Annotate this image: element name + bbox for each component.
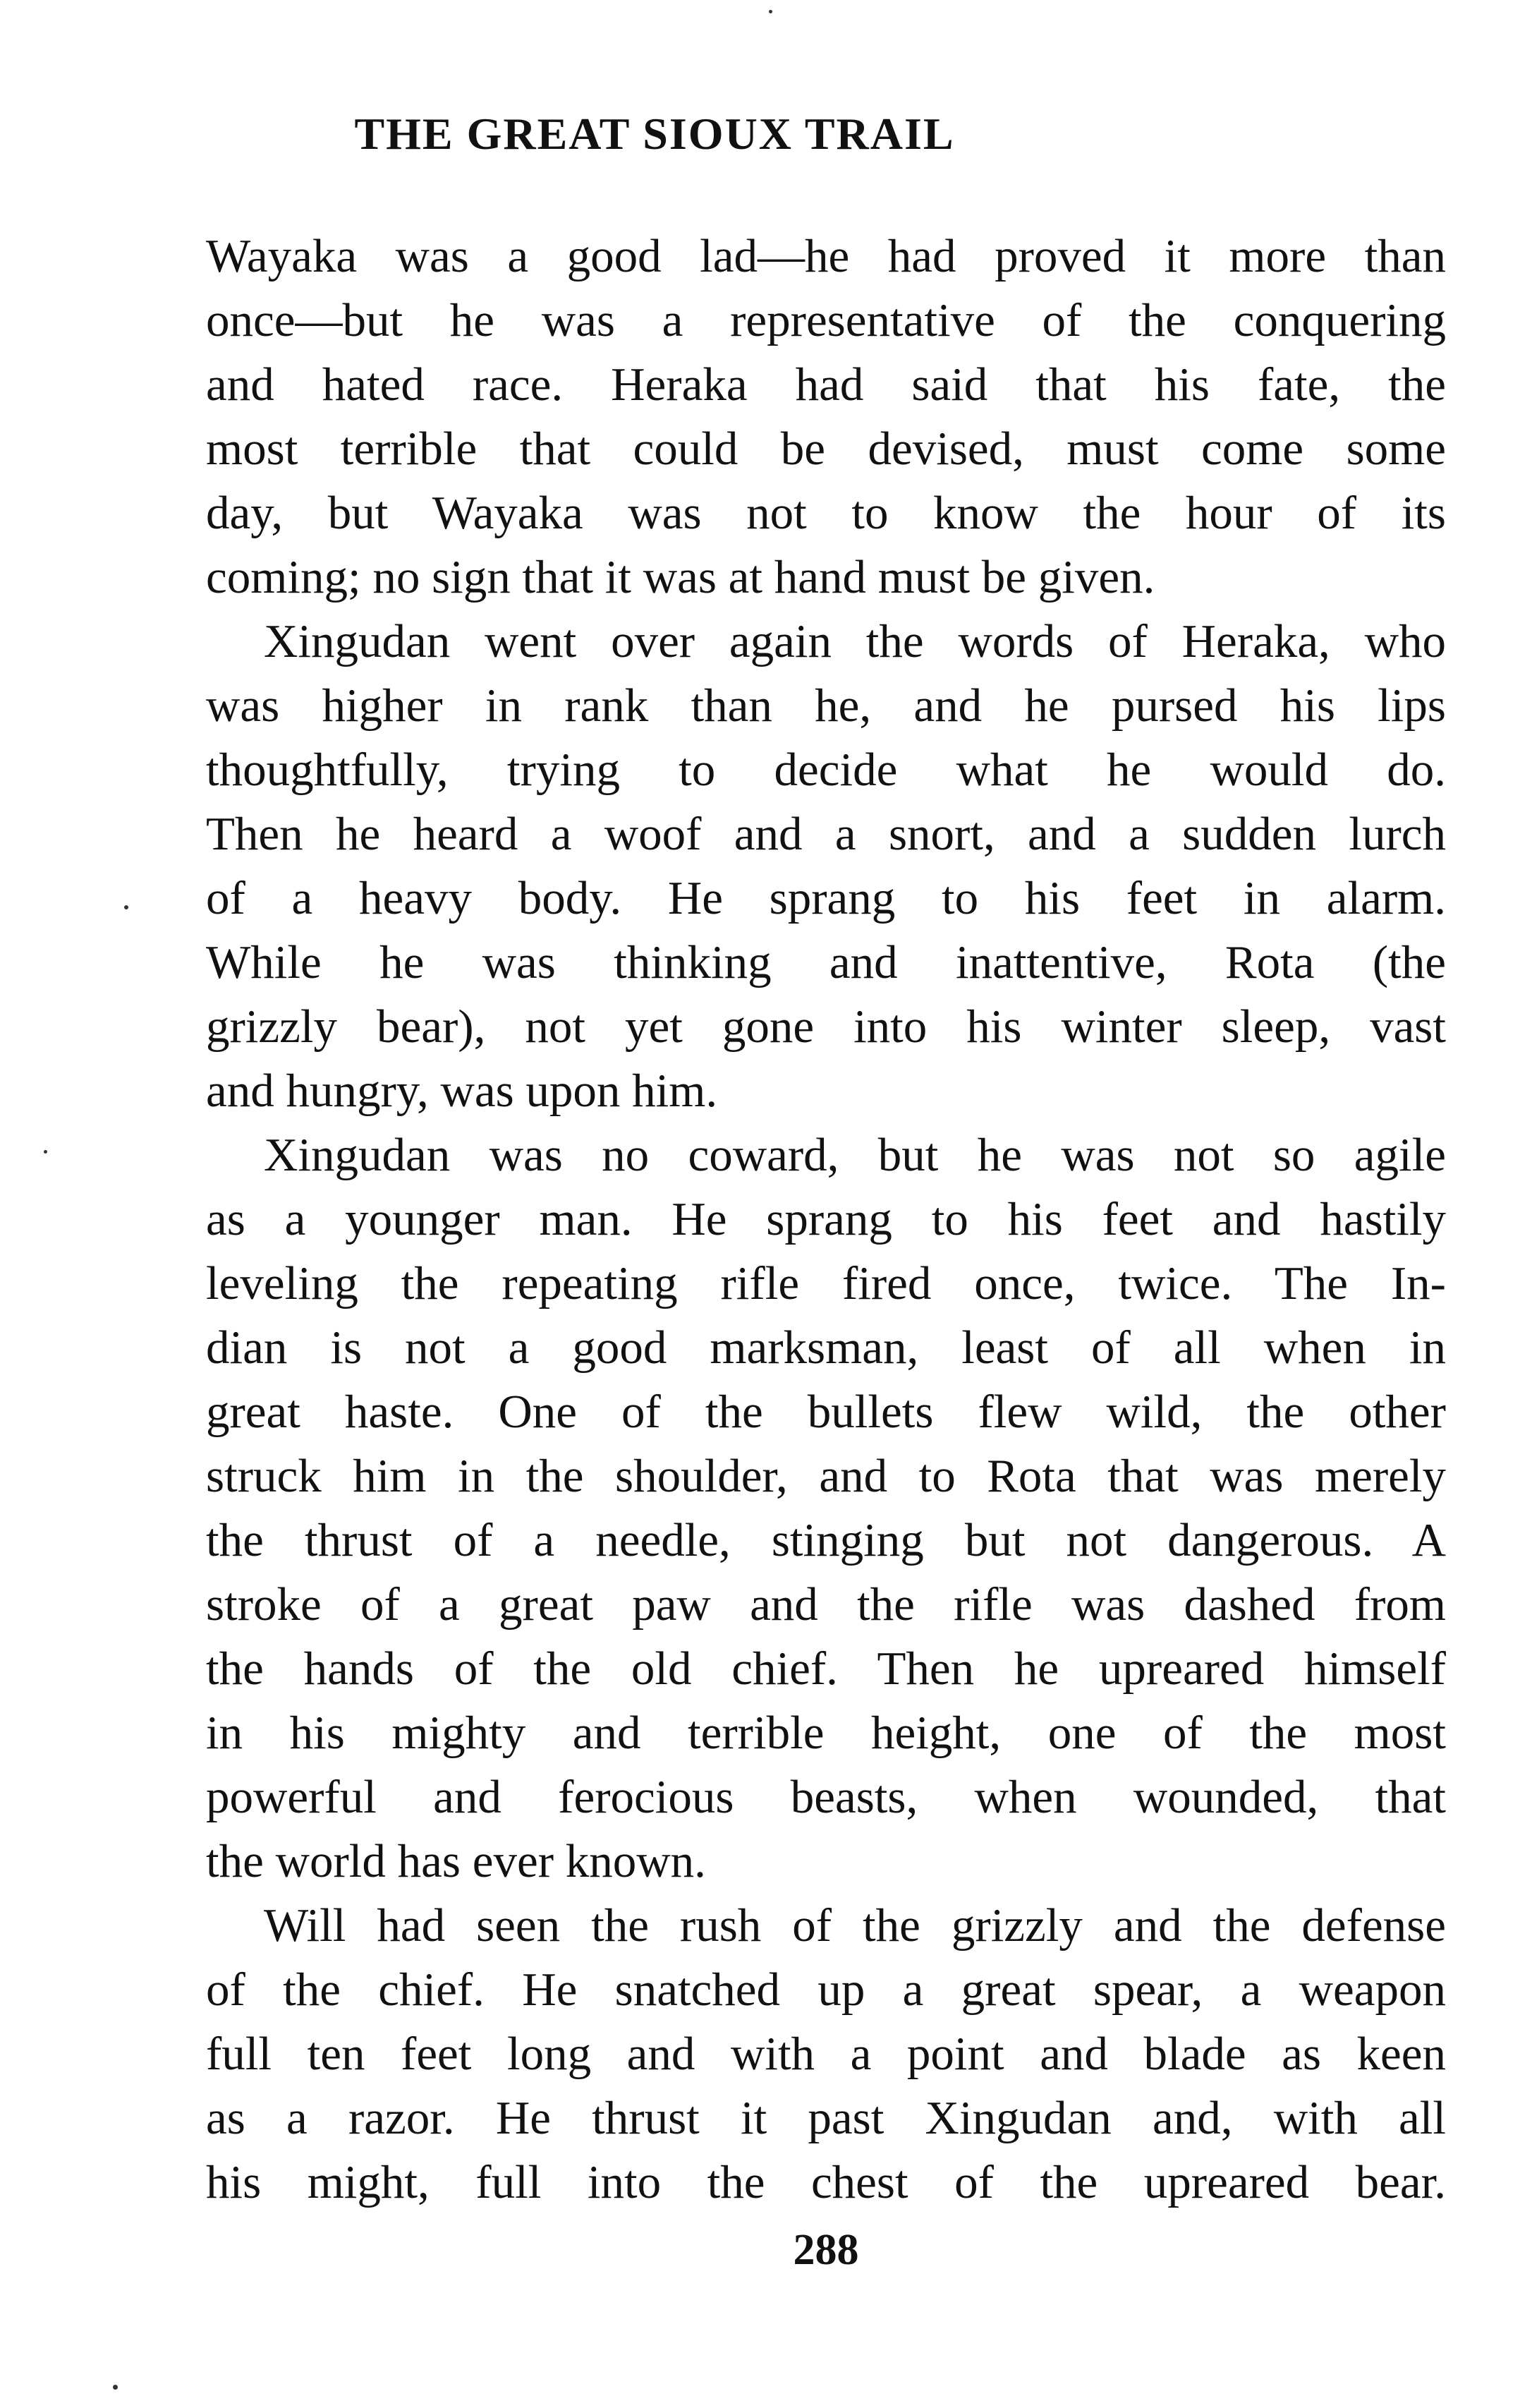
text-line: as a younger man. He sprang to his feet and hastily — [206, 1193, 1446, 1245]
text-line: powerful and ferocious beasts, when wounded, that — [206, 1771, 1446, 1823]
text-line: full ten feet long and with a point and blade as keen — [206, 2028, 1446, 2080]
text-line: his might, full into the chest of the upreared bear. — [206, 2156, 1446, 2208]
text-line: and hated race. Heraka had said that his fate, the — [206, 358, 1446, 411]
text-line: once—but he was a representative of the conquering — [206, 294, 1446, 346]
text-line: and hungry, was upon him. — [206, 1065, 718, 1117]
paragraph — [206, 1894, 1446, 2215]
text-line: Xingudan was no coward, but he was not so agile — [264, 1129, 1446, 1181]
text-line: the world has ever known. — [206, 1835, 706, 1887]
text-line: was higher in rank than he, and he pursed his lips — [206, 679, 1446, 732]
text-line: grizzly bear), not yet gone into his winter sleep, vast — [206, 1000, 1446, 1053]
paragraph — [206, 610, 1446, 1123]
text-line: Will had seen the rush of the grizzly and the defense — [264, 1899, 1446, 1952]
text-line: coming; no sign that it was at hand must be given. — [206, 551, 1155, 603]
text-line: Xingudan went over again the words of Heraka, who — [264, 615, 1446, 667]
text-line: struck him in the shoulder, and to Rota that was merely — [206, 1450, 1446, 1502]
print-speck — [44, 1150, 47, 1154]
print-speck — [769, 10, 772, 13]
text-line: stroke of a great paw and the rifle was dashed from — [206, 1578, 1446, 1630]
text-line: the hands of the old chief. Then he upreared himself — [206, 1642, 1446, 1695]
text-line: leveling the repeating rifle fired once, twice. The In- — [206, 1257, 1446, 1309]
text-line: great haste. One of the bullets flew wild, the other — [206, 1386, 1446, 1438]
paragraph — [206, 224, 1446, 610]
text-line: of the chief. He snatched up a great spear, a weapon — [206, 1964, 1446, 2016]
text-line: Then he heard a woof and a snort, and a sudden lurch — [206, 808, 1446, 860]
text-line: in his mighty and terrible height, one of the most — [206, 1707, 1446, 1759]
page-number: 288 — [793, 2226, 859, 2274]
text-line: Wayaka was a good lad—he had proved it more than — [206, 230, 1446, 282]
paragraph — [206, 1123, 1446, 1894]
print-speck — [124, 905, 128, 909]
text-line: of a heavy body. He sprang to his feet in alarm. — [206, 872, 1446, 924]
running-head: THE GREAT SIOUX TRAIL — [354, 109, 955, 159]
print-speck — [113, 2385, 118, 2390]
text-line: most terrible that could be devised, must come some — [206, 423, 1446, 475]
body-text — [206, 224, 1446, 2215]
text-line: thoughtfully, trying to decide what he would do. — [206, 744, 1446, 796]
text-line: While he was thinking and inattentive, Rota (the — [206, 936, 1446, 988]
text-line: as a razor. He thrust it past Xingudan and, with all — [206, 2092, 1446, 2144]
text-line: day, but Wayaka was not to know the hour of its — [206, 487, 1446, 539]
text-line: dian is not a good marksman, least of all when in — [206, 1321, 1446, 1374]
text-line: the thrust of a needle, stinging but not dangerous. A — [206, 1514, 1446, 1566]
